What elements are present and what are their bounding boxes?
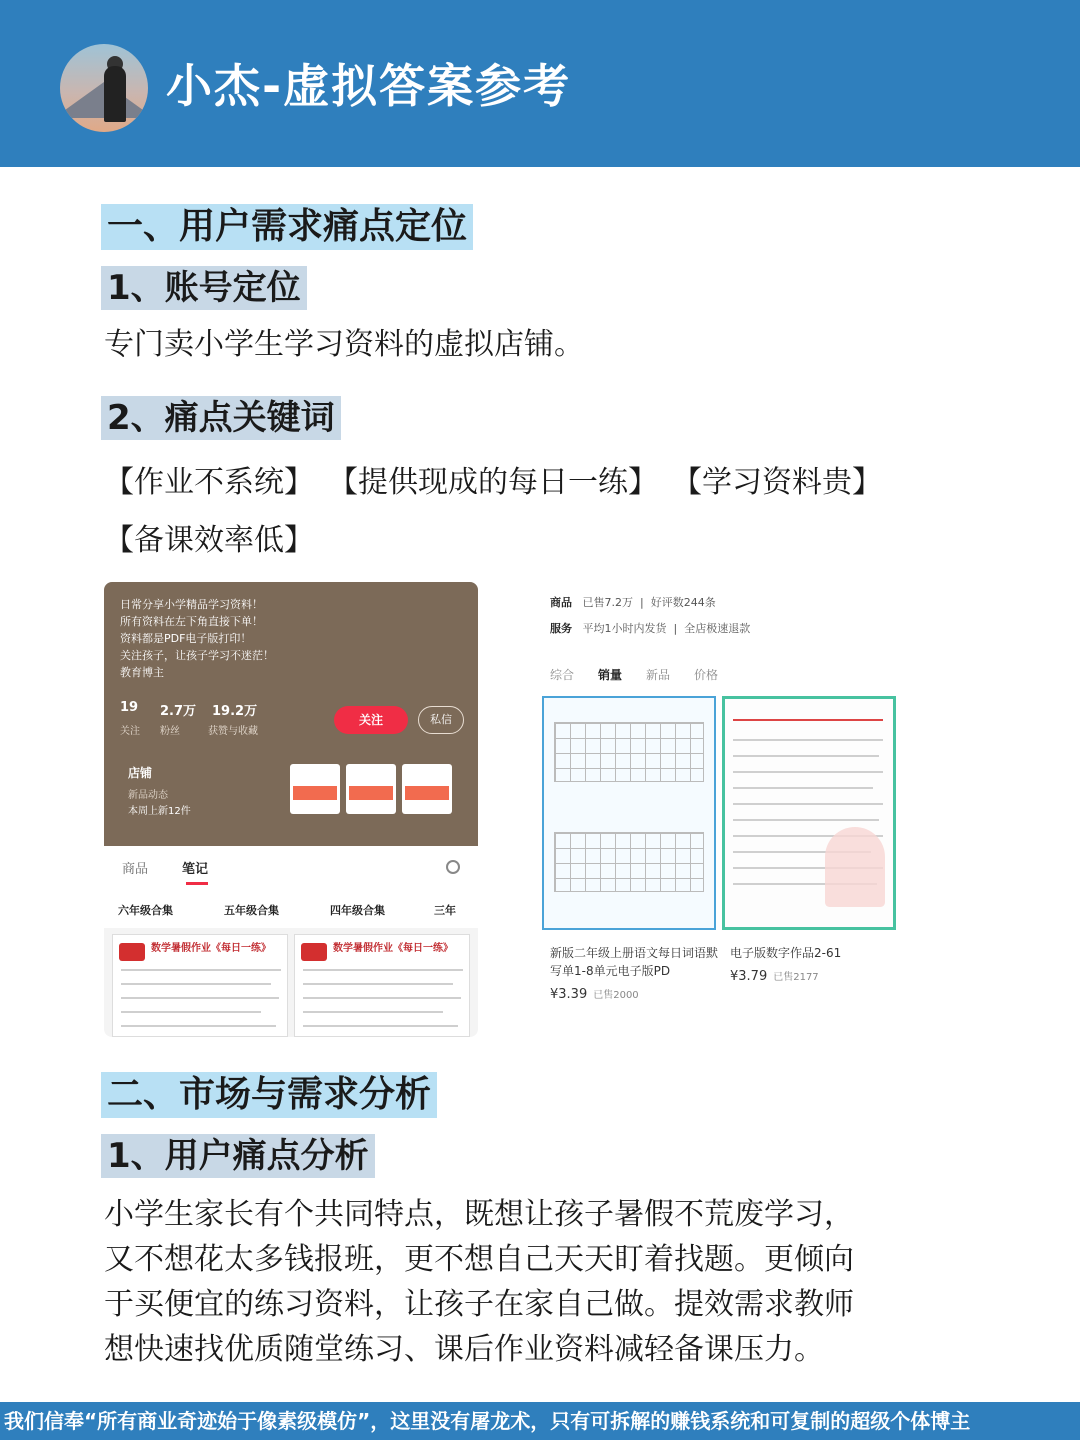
- product-price-line: [550, 986, 639, 1002]
- shop-stats-line: 商品 已售7.2万 | 好评数244条: [550, 596, 716, 609]
- shop-screenshot: [538, 582, 900, 1037]
- pain-keywords: [104, 454, 984, 570]
- chip-grade4[interactable]: 四年级合集: [330, 904, 385, 917]
- pain-analysis-heading: 1、用户痛点分析: [101, 1134, 375, 1178]
- stat-fans-label: 粉丝: [160, 726, 180, 737]
- product-price-line: [730, 968, 819, 984]
- active-tab-indicator: [186, 882, 208, 885]
- note-card-title: 数学暑假作业《每日一练》: [151, 943, 271, 954]
- store-thumbnail[interactable]: [402, 764, 452, 814]
- chip-grade5[interactable]: 五年级合集: [224, 904, 279, 917]
- product-card-image[interactable]: [722, 696, 896, 930]
- product-price: ¥3.39: [550, 987, 588, 1002]
- tab-products[interactable]: 商品: [122, 862, 149, 877]
- product-name[interactable]: 电子版数字作品2-61: [730, 946, 842, 960]
- store-thumbnail[interactable]: [290, 764, 340, 814]
- paragraph-line: 于买便宜的练习资料，让孩子在家自己做。提效需求教师: [104, 1287, 854, 1322]
- tag-keyword: 【作业不系统】: [104, 465, 314, 500]
- shop-review-count: 好评数244条: [650, 596, 716, 609]
- tag-keyword: 【学习资料贵】: [672, 465, 882, 500]
- sort-comprehensive[interactable]: 综合: [550, 668, 575, 682]
- store-new-count: 本周上新12件: [128, 806, 191, 817]
- product-card-image[interactable]: [542, 696, 716, 930]
- collection-chips: [104, 892, 478, 928]
- shop-shipping-time: 平均1小时内发货: [582, 622, 667, 635]
- intro-line: 教育博主: [120, 666, 164, 679]
- store-thumbnail[interactable]: [346, 764, 396, 814]
- sort-new[interactable]: 新品: [646, 668, 671, 682]
- profile-screenshot: [104, 582, 478, 1037]
- account-positioning-text: 专门卖小学生学习资料的虚拟店铺。: [104, 327, 584, 362]
- account-positioning-heading: 1、账号定位: [101, 266, 307, 310]
- sort-price[interactable]: 价格: [694, 668, 719, 682]
- stat-fans-count: 2.7万: [160, 704, 197, 719]
- profile-header: [104, 582, 478, 846]
- paragraph-line: 小学生家长有个共同特点，既想让孩子暑假不荒废学习，: [104, 1197, 854, 1232]
- intro-line: 资料都是PDF电子版打印！: [120, 632, 252, 645]
- pin-badge: [301, 943, 327, 961]
- paragraph-line: 又不想花太多钱报班，更不想自己天天盯着找题。更倾向: [104, 1242, 854, 1277]
- chip-grade3[interactable]: 三年: [434, 904, 456, 917]
- intro-line: 所有资料在左下角直接下单！: [120, 615, 263, 628]
- intro-line: 日常分享小学精品学习资料！: [120, 598, 263, 611]
- shop-refund-policy: 全店极速退款: [684, 622, 751, 635]
- worksheet-grid: [554, 832, 704, 892]
- search-icon[interactable]: [446, 860, 460, 874]
- store-label[interactable]: 店铺: [128, 766, 153, 780]
- shop-sold-count: 已售7.2万: [582, 596, 633, 609]
- section1-heading: 一、用户需求痛点定位: [101, 204, 473, 250]
- profile-tabbar: [104, 846, 478, 892]
- stat-following-label: 关注: [120, 726, 140, 737]
- shop-service-line: 服务 平均1小时内发货 | 全店极速退款: [550, 622, 751, 635]
- product-sold: 已售2000: [593, 990, 639, 1001]
- chip-grade6[interactable]: 六年级合集: [118, 904, 173, 917]
- tag-keyword: 【提供现成的每日一练】: [328, 465, 658, 500]
- note-card[interactable]: [294, 934, 470, 1037]
- product-sold: 已售2177: [773, 972, 819, 983]
- avatar[interactable]: [60, 44, 148, 132]
- brand-title: 小杰-虚拟答案参考: [166, 59, 572, 113]
- note-card-title: 数学暑假作业《每日一练》: [333, 943, 453, 954]
- shop-service-label: 服务: [550, 622, 572, 635]
- intro-line: 关注孩子，让孩子学习不迷茫！: [120, 649, 274, 662]
- paragraph-line: 想快速找优质随堂练习、课后作业资料减轻备课压力。: [104, 1332, 824, 1367]
- follow-button[interactable]: 关注: [334, 706, 408, 734]
- footer-slogan: 我们信奉“所有商业奇迹始于像素级模仿”，这里没有屠龙术，只有可拆解的赚钱系统和可复制的超级个体博主: [0, 1402, 1080, 1440]
- worksheet-grid: [554, 722, 704, 782]
- avatar-person: [104, 66, 126, 122]
- store-subtitle: 新品动态: [128, 790, 168, 801]
- pain-analysis-text: [104, 1192, 984, 1372]
- pain-keywords-heading: 2、痛点关键词: [101, 396, 341, 440]
- shop-products-label: 商品: [550, 596, 572, 609]
- section2-heading: 二、市场与需求分析: [101, 1072, 437, 1118]
- stat-likes-label: 获赞与收藏: [208, 726, 258, 737]
- product-name[interactable]: 新版二年级上册语文每日词语默写单1-8单元电子版PD: [550, 946, 719, 978]
- note-card[interactable]: [112, 934, 288, 1037]
- stat-likes-count: 19.2万: [212, 704, 258, 719]
- top-header: [0, 0, 1080, 167]
- sort-sales[interactable]: 销量: [598, 668, 623, 682]
- message-button[interactable]: 私信: [418, 706, 464, 734]
- product-price: ¥3.79: [730, 969, 768, 984]
- tab-notes[interactable]: 笔记: [182, 862, 209, 877]
- pin-badge: [119, 943, 145, 961]
- tag-keyword: 【备课效率低】: [104, 523, 314, 558]
- stat-following-count: 19: [120, 700, 139, 715]
- flower-decoration: [825, 827, 885, 907]
